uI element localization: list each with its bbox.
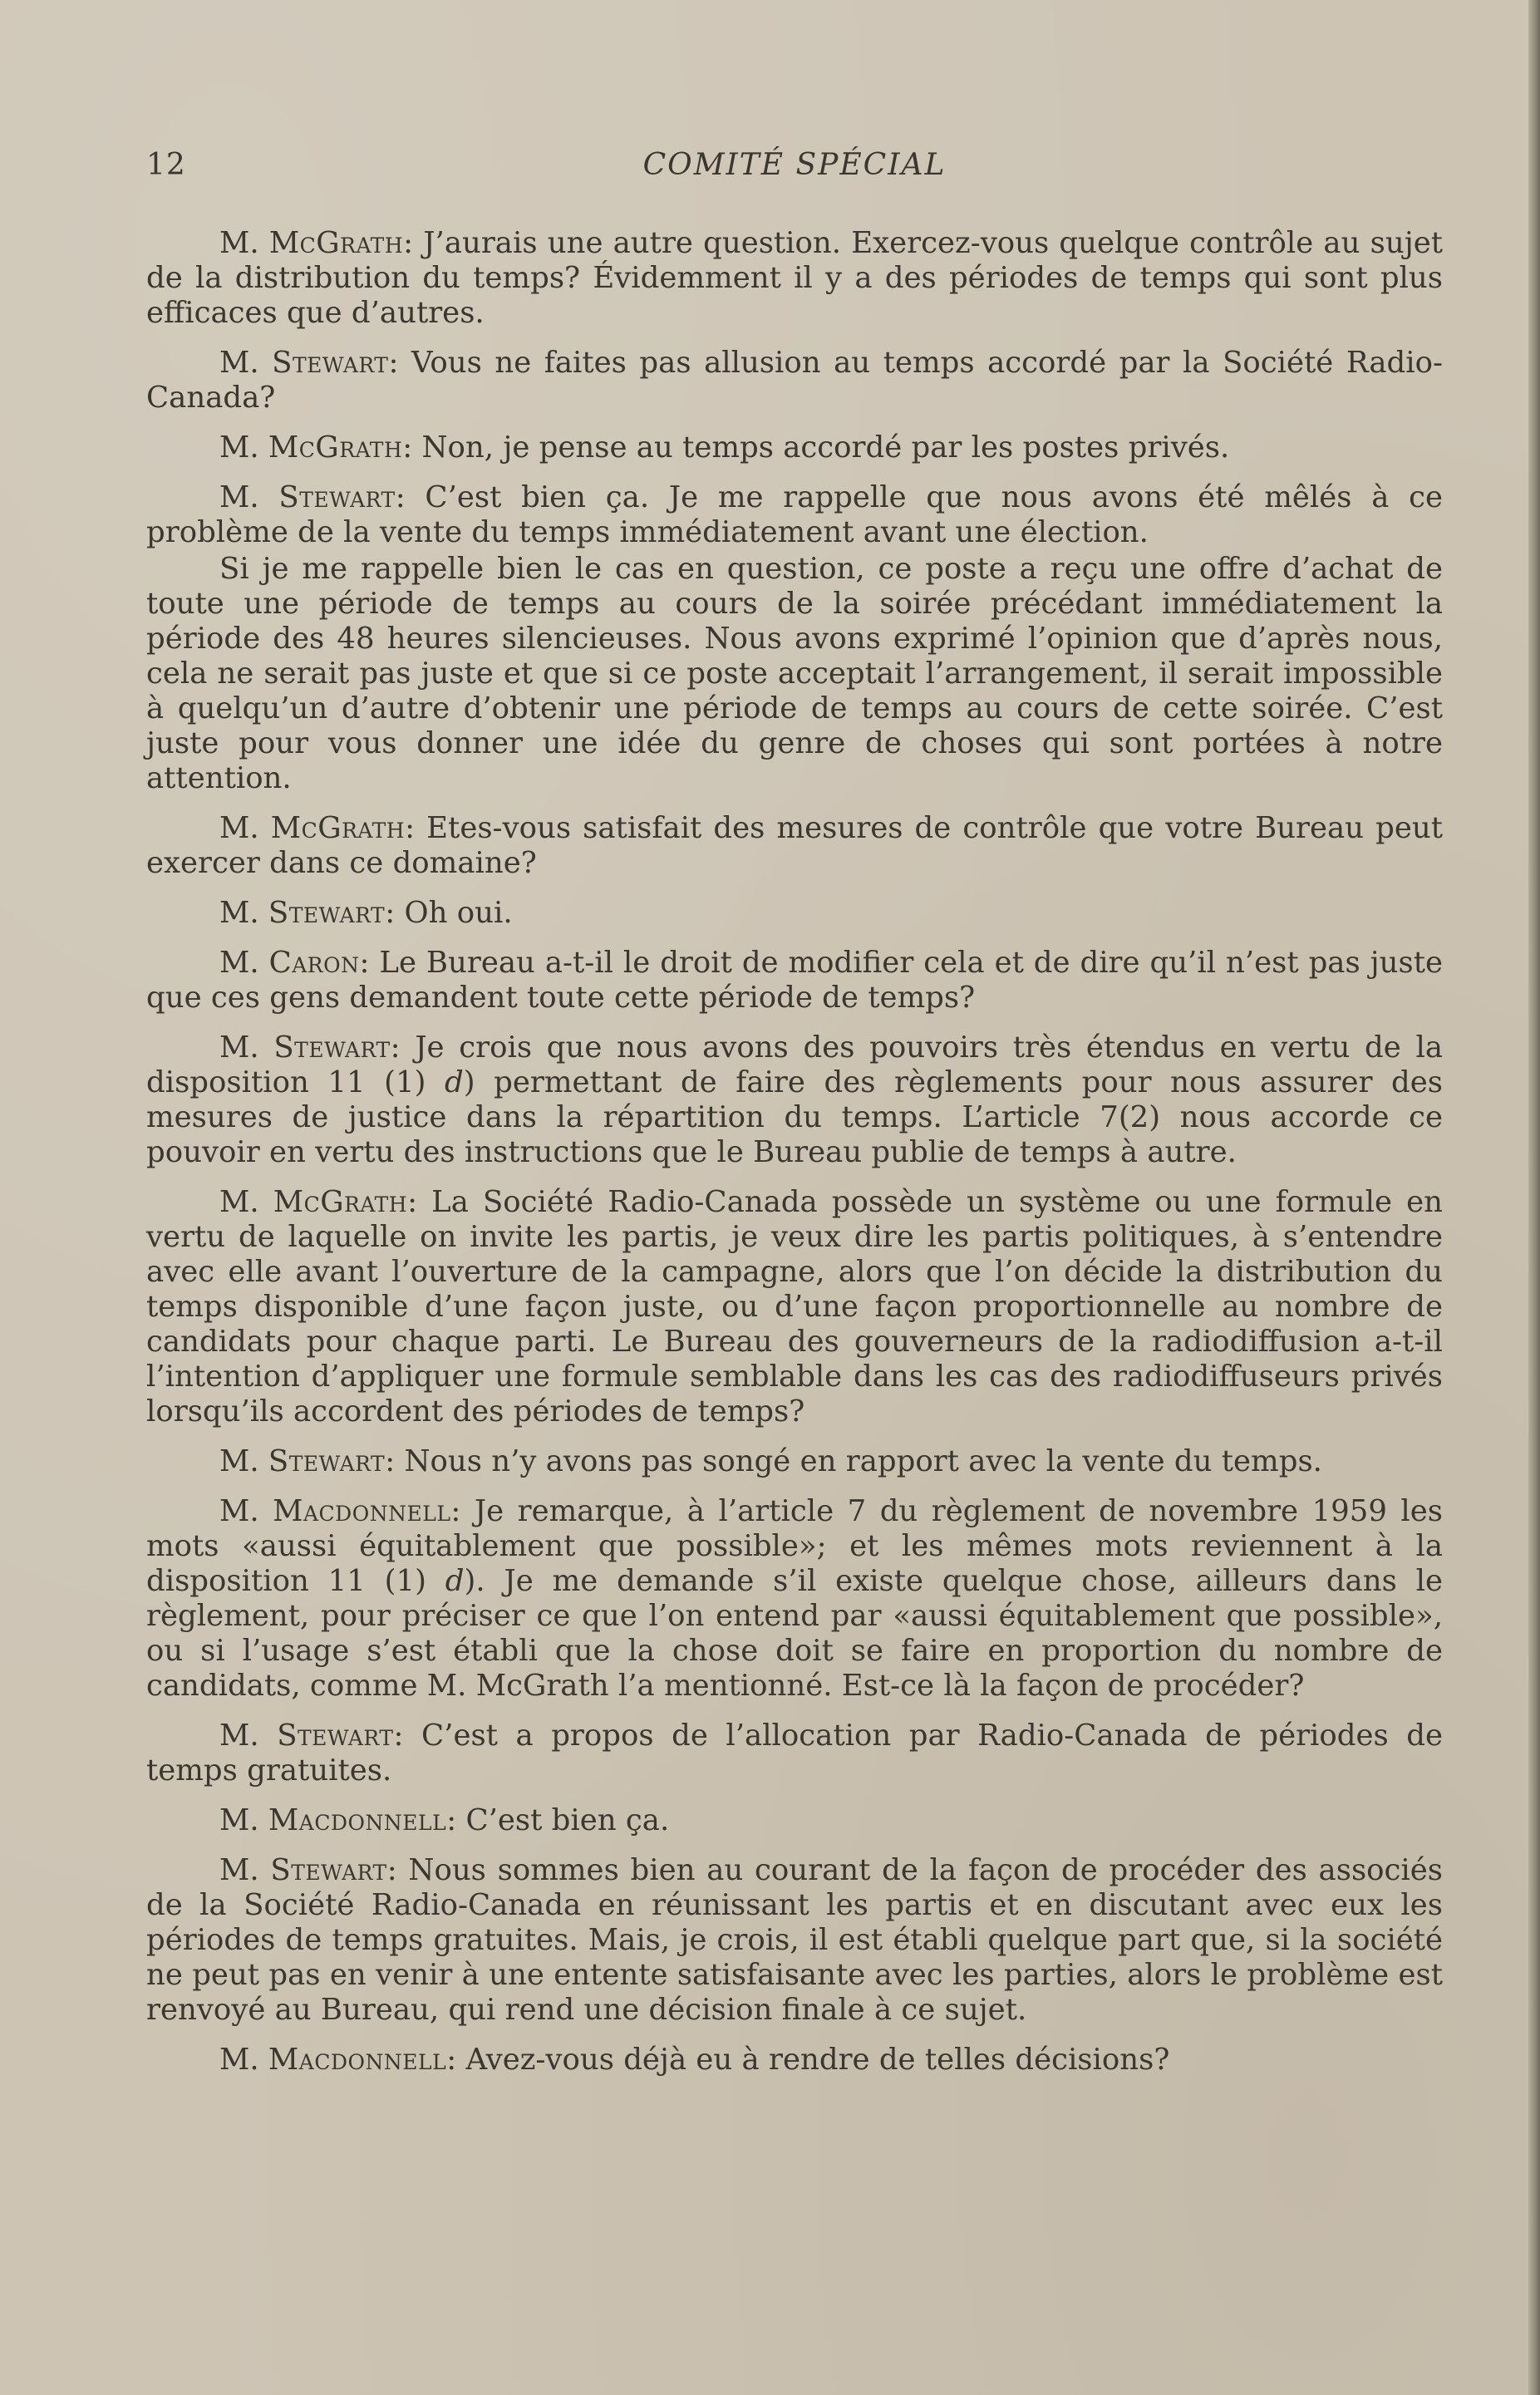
paragraph — [146, 430, 1443, 465]
speaker-prefix: M. — [219, 1803, 268, 1837]
speaker-prefix: M. — [219, 226, 269, 260]
paragraph — [146, 1030, 1443, 1170]
paragraph — [146, 1494, 1443, 1704]
page-edge-shadow — [1528, 0, 1540, 2395]
paragraph — [146, 1185, 1443, 1429]
paragraph-text-continued: ) permettant de faire des règlements pour nous assurer des mesures de justice dans la répartition du temps. L’article 7(2) nous accorde ce pouvoir en vertu des instructions que le Bureau publie de temps à autre. — [146, 1065, 1443, 1169]
paragraph — [146, 1444, 1443, 1479]
speaker-name: McGrath — [270, 811, 406, 845]
italic-clause-letter: d — [445, 1065, 464, 1099]
speaker-name: McGrath — [273, 1185, 408, 1219]
paragraph-text: : C’est bien ça. Je me rappelle que nous avons été mêlés à ce problème de la vente du temps immédiatement avant une élection. — [146, 480, 1444, 549]
paragraph-text: : C’est bien ça. — [446, 1803, 670, 1837]
paragraph — [146, 552, 1443, 796]
speaker-prefix: M. — [219, 480, 279, 514]
speaker-prefix: M. — [219, 811, 271, 845]
speaker-name: Stewart — [278, 480, 396, 514]
speaker-prefix: M. — [219, 1030, 274, 1065]
paragraph-text-continued: ). Je me demande s’il existe quelque chose, ailleurs dans le règlement, pour préciser ce que l’on entend par «aussi équitablement que possible», ou si l’usage s’est établi que la chose doit se faire en proportion du nombre de candidats, comme M. McGrath l’a mentionné. Est-ce là la façon de procéder? — [146, 1564, 1443, 1703]
paragraph-text: : La Société Radio-Canada possède un système ou une formule en vertu de laquelle on invite les partis, je veux dire les partis politiques, à s’entendre avec elle avant l’ouverture de la campagne, alors que l’on décide la distribution du temps disponible d’une façon juste, ou d’une façon proportionnelle au nombre de candidats pour chaque parti. Le Bureau des gouverneurs de la radiodiffusion a-t-il l’intention d’appliquer une formule semblable dans les cas des radiodiffuseurs privés lorsqu’ils accordent des périodes de temps? — [146, 1185, 1443, 1429]
speaker-name: Stewart — [273, 1030, 391, 1065]
paragraph — [146, 226, 1443, 331]
paragraph — [146, 811, 1443, 881]
paragraph — [146, 2043, 1443, 2078]
speaker-name: McGrath — [268, 226, 404, 260]
speaker-prefix: M. — [219, 1853, 271, 1887]
paragraph — [146, 480, 1443, 550]
speaker-name: Stewart — [277, 1719, 394, 1753]
paragraph-text: : Le Bureau a-t-il le droit de modifier cela et de dire qu’il n’est pas juste que ces gens demandent toute cette période de temps? — [146, 946, 1443, 1015]
speaker-name: Macdonnell — [273, 1494, 451, 1528]
speaker-prefix: M. — [219, 1444, 268, 1478]
speaker-name: Macdonnell — [268, 2043, 447, 2077]
paragraph — [146, 896, 1443, 931]
page-body — [146, 226, 1443, 2093]
paragraph-text: : C’est a propos de l’allocation par Radio-Canada de périodes de temps gratuites. — [146, 1719, 1444, 1788]
speaker-prefix: M. — [219, 1185, 273, 1219]
speaker-name: Stewart — [272, 346, 389, 380]
speaker-prefix: M. — [219, 2043, 268, 2077]
paragraph — [146, 946, 1443, 1016]
italic-clause-letter: d — [445, 1564, 465, 1598]
paragraph-text: : Je crois que nous avons des pouvoirs très étendus en vertu de la disposition 11 (1) — [146, 1030, 1443, 1099]
paragraph-text: : Etes-vous satisfait des mesures de contrôle que votre Bureau peut exercer dans ce domaine? — [146, 811, 1443, 880]
speaker-name: Stewart — [268, 896, 386, 930]
paragraph — [146, 1853, 1443, 2028]
speaker-prefix: M. — [219, 1494, 273, 1528]
paragraph-text: Si je me rappelle bien le cas en question, ce poste a reçu une offre d’achat de toute une période de temps au cours de la soirée précédant immédiatement la période des 48 heures silencieuses. Nous avons exprimé l’opinion que d’après nous, cela ne serait pas juste et que si ce poste acceptait l’arrangement, il serait impossible à quelqu’un d’autre d’obtenir une période de temps au cours de cette soirée. C’est juste pour vous donner une idée du genre de choses qui sont portées à notre attention. — [146, 552, 1443, 795]
paragraph — [146, 1719, 1443, 1788]
speaker-name: Stewart — [268, 1444, 386, 1478]
paragraph-text: : Nous sommes bien au courant de la façon de procéder des associés de la Société Radio-Canada en réunissant les partis et en discutant avec eux les périodes de temps gratuites. Mais, je crois, il est établi quelque part que, si la société ne peut pas en venir à une entente satisfaisante avec les parties, alors le problème est renvoyé au Bureau, qui rend une décision finale à ce sujet. — [146, 1853, 1443, 2027]
paragraph-text: : J’aurais une autre question. Exercez-vous quelque contrôle au sujet de la distribution du temps? Évidemment il y a des périodes de temps qui sont plus efficaces que d’autres. — [146, 226, 1444, 330]
speaker-name: McGrath — [268, 430, 403, 465]
running-head: COMITÉ SPÉCIAL — [642, 148, 947, 182]
page-header — [146, 148, 1443, 198]
speaker-prefix: M. — [219, 430, 268, 465]
speaker-prefix: M. — [219, 946, 269, 980]
paragraph — [146, 346, 1443, 416]
page-number: 12 — [146, 148, 186, 182]
speaker-prefix: M. — [219, 896, 268, 930]
speaker-name: Stewart — [270, 1853, 387, 1887]
paragraph-text: : Avez-vous déjà eu à rendre de telles décisions? — [446, 2043, 1170, 2077]
paragraph-text: : Vous ne faites pas allusion au temps accordé par la Société Radio-Canada? — [146, 346, 1443, 415]
speaker-prefix: M. — [219, 346, 273, 380]
paragraph-text: : Nous n’y avons pas songé en rapport avec la vente du temps. — [385, 1444, 1322, 1478]
paragraph-text: : Je remarque, à l’article 7 du règlement de novembre 1959 les mots «aussi équitablement que possible»; et les mêmes mots reviennent à la disposition 11 (1) — [146, 1494, 1443, 1598]
speaker-name: Macdonnell — [268, 1803, 447, 1837]
speaker-prefix: M. — [219, 1719, 278, 1753]
paragraph-text: : Non, je pense au temps accordé par les postes privés. — [402, 430, 1230, 465]
speaker-name: Caron — [268, 946, 360, 980]
paragraph — [146, 1803, 1443, 1838]
paragraph-text: : Oh oui. — [385, 896, 513, 930]
